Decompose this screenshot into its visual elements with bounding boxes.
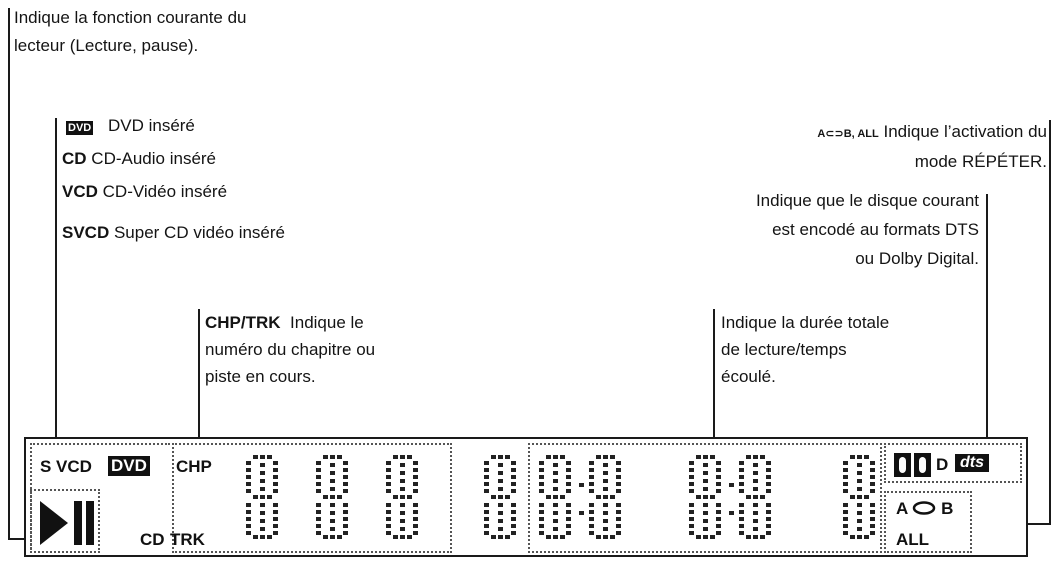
segment-digit [386, 455, 418, 539]
function-annotation-line2: lecteur (Lecture, pause). [14, 36, 199, 55]
middle-digit [476, 451, 536, 547]
repeat-annotation [817, 118, 1047, 176]
dvd-indicator: DVD [108, 456, 150, 476]
cd-annotation-text: CD-Audio inséré [91, 149, 217, 168]
chp-annotation [205, 309, 375, 390]
vcd-code: VCD [62, 182, 98, 201]
disc-type-leader [55, 118, 57, 438]
repeat-b-label: B [941, 499, 954, 518]
dts-indicator: dts [955, 454, 989, 472]
cd-annotation [62, 147, 216, 172]
dvd-disc-icon: DVD [68, 122, 92, 134]
repeat-ab-indicator [896, 499, 953, 519]
segment-digit [739, 455, 771, 539]
chp-indicator: CHP [176, 457, 212, 476]
trk-indicator: TRK [170, 530, 205, 549]
chp-annotation-line2: numéro du chapitre ou [205, 340, 376, 359]
segment-digit [316, 455, 348, 539]
segment-digit [484, 455, 516, 539]
chp-annotation-line3: piste en cours. [205, 367, 316, 386]
svcd-annotation [62, 221, 285, 246]
time-annotation-line1: Indique la durée totale [721, 313, 890, 332]
time-digits [531, 451, 891, 547]
function-annotation [14, 4, 247, 60]
function-leader-vertical [8, 8, 10, 540]
segment-separator [729, 483, 734, 515]
segment-digit [589, 455, 621, 539]
time-annotation-line2: de lecture/temps [721, 340, 847, 359]
dts-leader [986, 194, 988, 438]
cd-code: CD [62, 149, 87, 168]
dts-annotation-line3: ou Dolby Digital. [855, 249, 979, 268]
svcd-indicator: S VCD [40, 457, 92, 476]
vcd-annotation-text: CD-Vidéo inséré [102, 182, 228, 201]
chapter-digits [246, 451, 486, 547]
cd-indicator: CD [140, 530, 165, 549]
dts-annotation [756, 186, 979, 273]
dolby-icon [894, 453, 934, 477]
svcd-annotation-text: Super CD vidéo inséré [113, 223, 285, 242]
dolby-d-indicator: D [936, 455, 949, 474]
time-leader [713, 309, 715, 438]
play-pause-icon [38, 499, 98, 547]
segment-digit [843, 455, 875, 539]
repeat-annotation-line2: mode RÉPÉTER. [914, 152, 1047, 171]
segment-digit [539, 455, 571, 539]
repeat-loop-icon [912, 501, 936, 515]
time-annotation [721, 309, 889, 390]
repeat-all-indicator: ALL [896, 530, 930, 549]
front-display-panel [24, 437, 1028, 557]
chp-annotation-line1: Indique le [290, 313, 364, 332]
dvd-annotation [66, 114, 195, 139]
segment-digit [246, 455, 278, 539]
dts-annotation-line1: Indique que le disque courant [755, 191, 979, 210]
vcd-annotation [62, 180, 227, 205]
repeat-annotation-line1: Indique l’activation du [883, 122, 1047, 141]
repeat-a-label: A [896, 499, 908, 518]
svcd-code: SVCD [62, 223, 110, 242]
time-annotation-line3: écoulé. [721, 367, 776, 386]
dvd-annotation-text: DVD inséré [107, 116, 195, 135]
segment-digit [689, 455, 721, 539]
function-annotation-line1: Indique la fonction courante du [14, 8, 247, 27]
repeat-leader-vertical [1049, 120, 1051, 525]
repeat-code: A⊂⊃B, ALL [817, 128, 879, 140]
segment-separator [579, 483, 584, 515]
chp-trk-code: CHP/TRK [205, 313, 281, 332]
dts-annotation-line2: est encodé au formats DTS [772, 220, 979, 239]
chp-trk-leader [198, 309, 200, 438]
